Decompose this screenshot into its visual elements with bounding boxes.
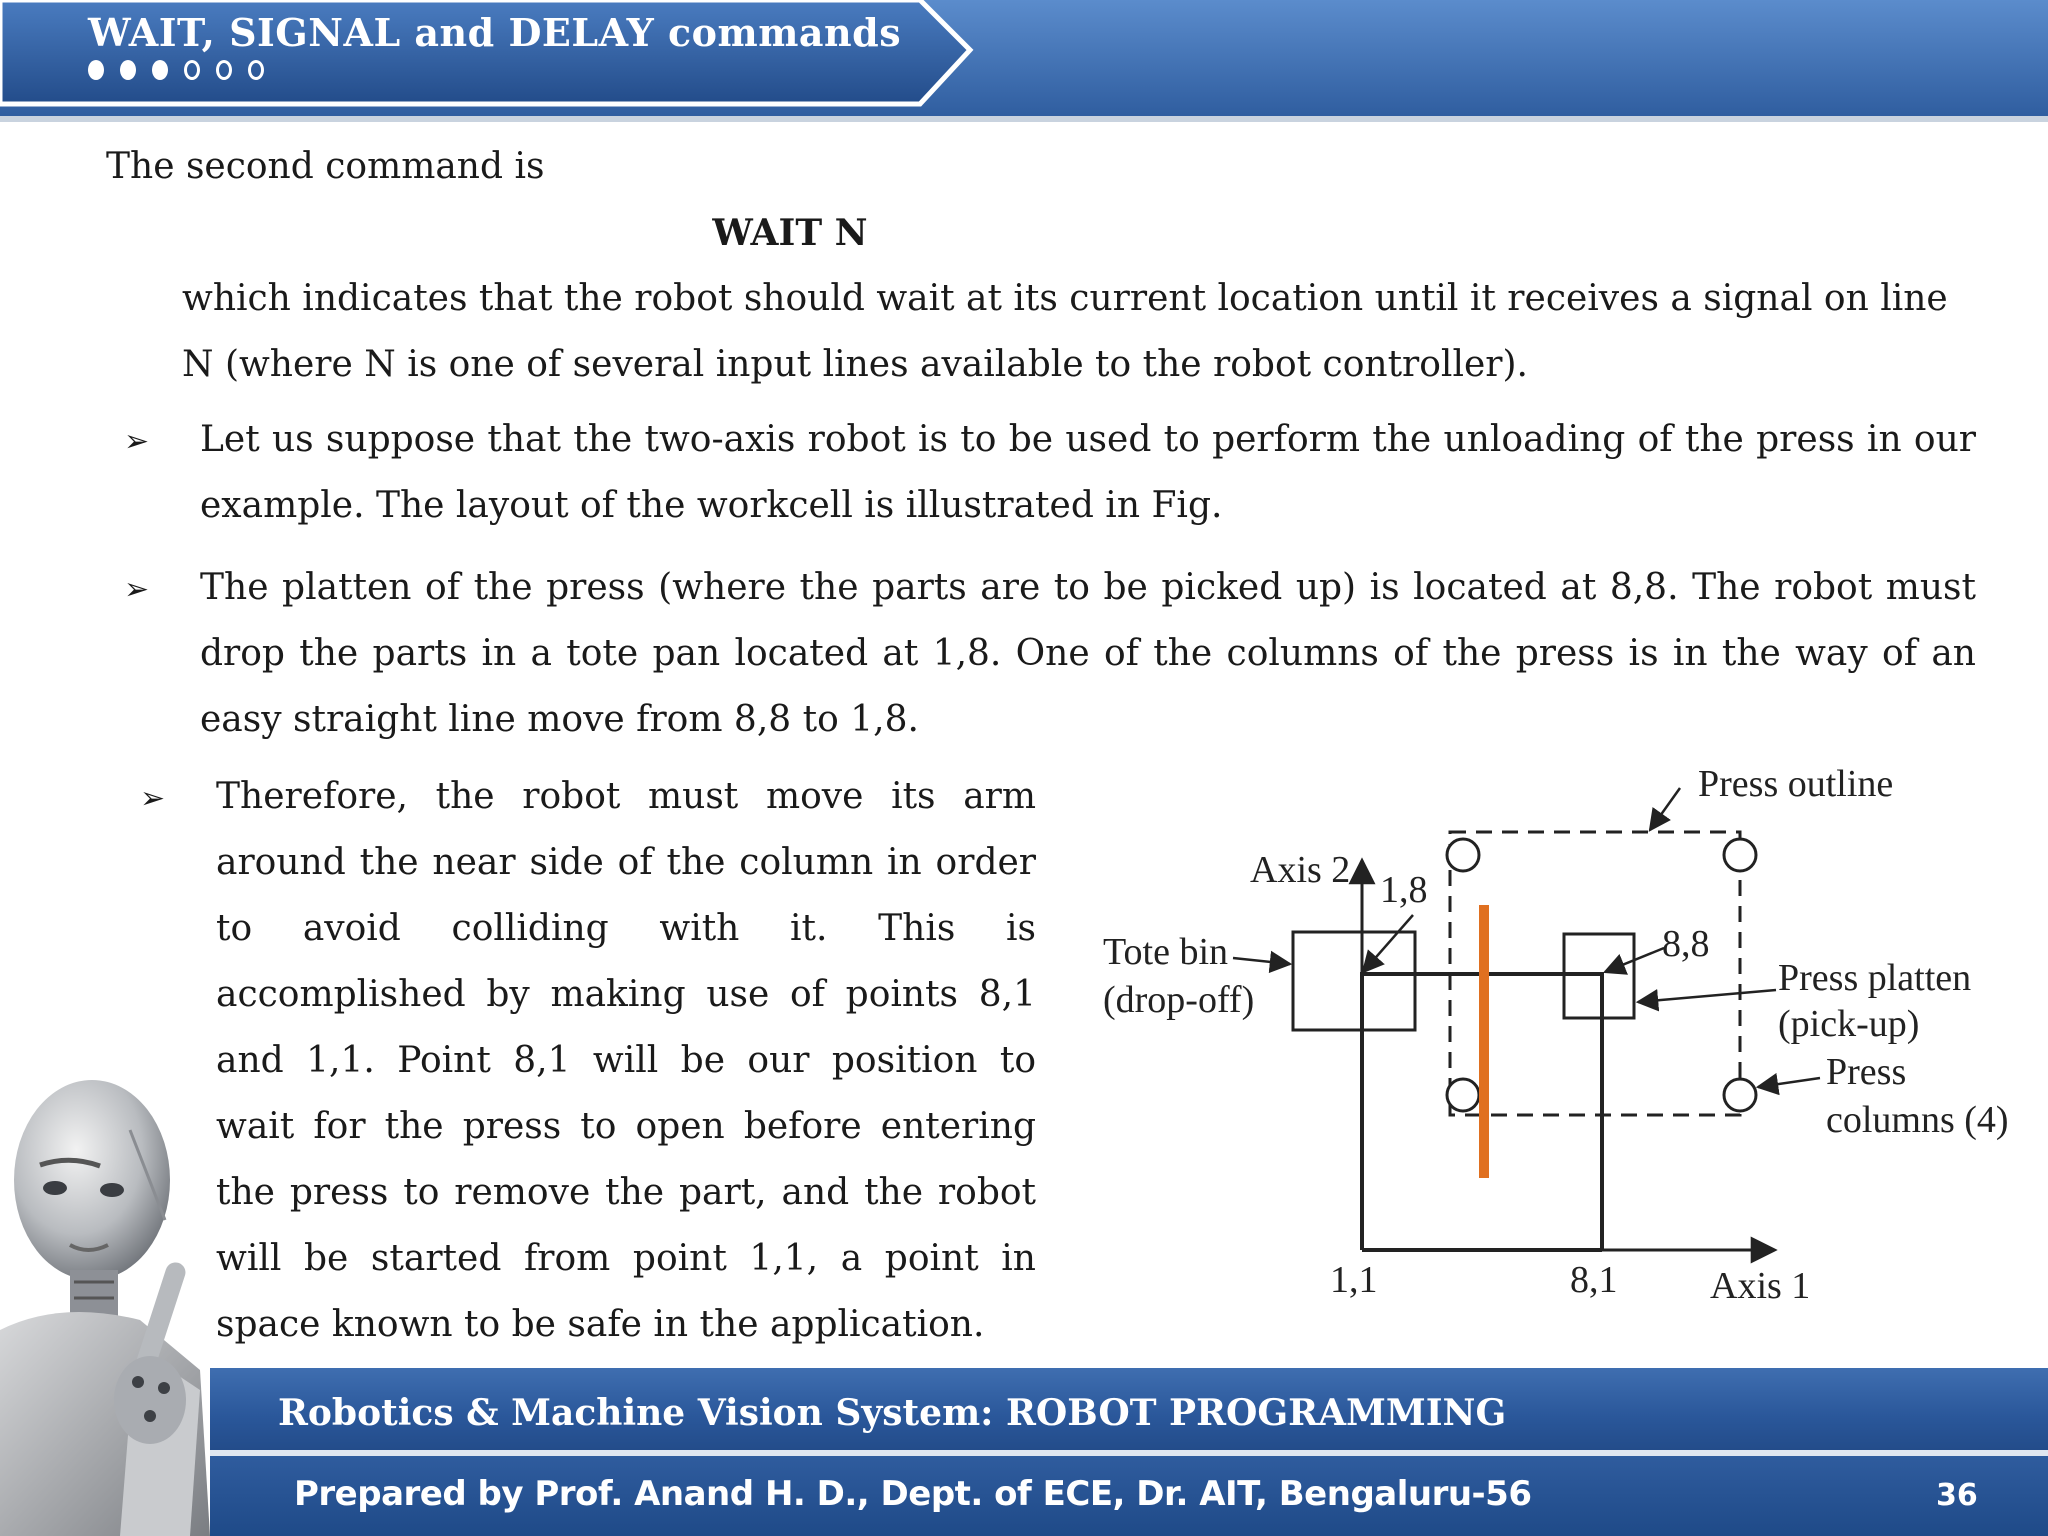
progress-dot-hollow (216, 60, 232, 80)
label-pick-up: (pick-up) (1778, 1003, 1920, 1045)
slide-title: WAIT, SIGNAL and DELAY commands (88, 10, 902, 55)
label-point-18: 1,8 (1380, 869, 1428, 911)
label-press: Press (1826, 1051, 1907, 1093)
intro-text: The second command is (106, 146, 545, 187)
pointer-18 (1363, 915, 1413, 972)
progress-dot-hollow (248, 60, 264, 80)
pointer-tote-bin (1233, 958, 1290, 964)
pointer-platten (1638, 990, 1776, 1002)
label-point-11: 1,1 (1330, 1259, 1378, 1301)
pointer-columns (1758, 1078, 1820, 1087)
progress-dot-filled (152, 60, 168, 80)
label-drop-off: (drop-off) (1103, 979, 1255, 1021)
press-column (1447, 1079, 1479, 1111)
command-explanation: which indicates that the robot should wait at its current location until it receives a signal on line N (where N is one of several input lines available to the robot controller). (182, 278, 1948, 385)
press-column (1724, 1079, 1756, 1111)
label-point-81: 8,1 (1570, 1259, 1618, 1301)
label-axis2: Axis 2 (1250, 849, 1351, 891)
press-column (1724, 839, 1756, 871)
bullet-item-path: Therefore, the robot must move its arm around the near side of the column in order to avoid colliding with it. This is accomplished by making use of points 8,1 and 1,1. Point 8,1 will be our position to wait for the press to open before entering the press to remove the part, and the robot will be started from point 1,1, a point in space known to be safe in the application. (216, 776, 1036, 1345)
label-press-outline: Press outline (1698, 763, 1894, 805)
label-tote-bin: Tote bin (1103, 931, 1229, 973)
progress-dots (88, 60, 264, 80)
pointer-press-outline (1650, 788, 1680, 830)
label-point-88: 8,8 (1662, 923, 1710, 965)
slide-header (0, 0, 2048, 122)
tote-bin-box (1293, 932, 1415, 1030)
progress-dot-filled (88, 60, 104, 80)
bullet-arrow-icon: ➢ (124, 572, 150, 607)
bullet-arrow-icon: ➢ (124, 424, 150, 459)
bullet-item-workcell: Let us suppose that the two-axis robot is to be used to perform the unloading of the press in our example. The layout of the workcell is illustrated in Fig. (200, 419, 1976, 526)
footer-prepared-by: Prepared by Prof. Anand H. D., Dept. of ECE, Dr. AIT, Bengaluru-56 (294, 1474, 1532, 1514)
bullet-arrow-icon: ➢ (140, 781, 166, 816)
label-press-columns: columns (4) (1826, 1099, 2009, 1141)
humanoid-robot-image (0, 1070, 260, 1536)
bullet-item-platten: The platten of the press (where the parts are to be picked up) is located at 8,8. The robot must drop the parts in a tote pan located at 1,8. One of the columns of the press is in the way of an easy straight line move from 8,8 to 1,8. (200, 567, 1976, 740)
progress-dot-hollow (184, 60, 200, 80)
page-number: 36 (1936, 1478, 1978, 1513)
command-heading: WAIT N (712, 212, 868, 254)
footer-course-title: Robotics & Machine Vision System: ROBOT PROGRAMMING (278, 1392, 1507, 1434)
press-column (1447, 839, 1479, 871)
label-press-platten: Press platten (1778, 957, 1972, 999)
workcell-layout-figure (1080, 760, 2020, 1320)
label-axis1: Axis 1 (1710, 1265, 1811, 1307)
progress-dot-filled (120, 60, 136, 80)
